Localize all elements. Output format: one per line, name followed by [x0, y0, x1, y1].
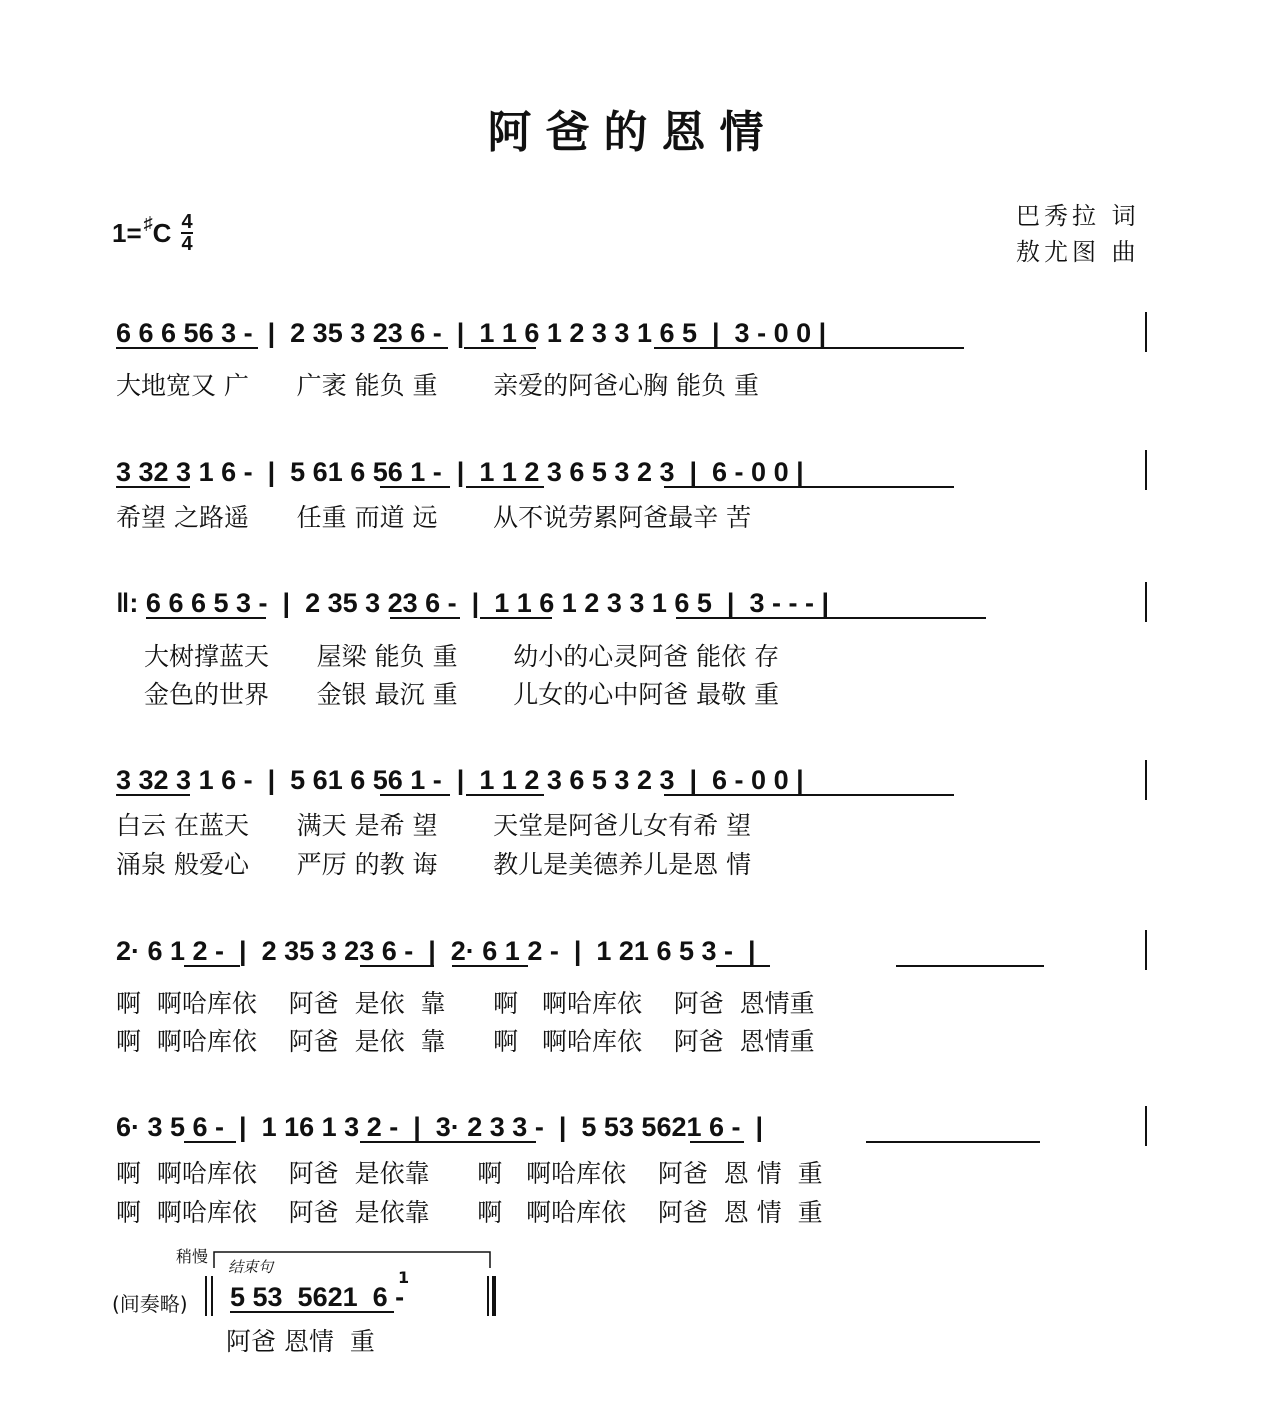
tempo-mark: 稍慢 [176, 1247, 209, 1266]
lyrics-line-5a: 啊 啊哈库依 阿爸 是依 靠 啊 啊哈库依 阿爸 恩情重 [116, 989, 815, 1018]
notes-line-6: 6· 3 5 6 - | 1 16 1 3 2 - | 3· 2 3 3 - | 5 53 5621 6 - | [116, 1112, 764, 1142]
lyrics-line-5b: 啊 啊哈库依 阿爸 是依 靠 啊 啊哈库依 阿爸 恩情重 [116, 1027, 815, 1056]
coda-notes: 5 53 5621 6 - [230, 1282, 405, 1312]
interlude-note: (间奏略) [112, 1292, 188, 1316]
notes-line-2: 3 32 3 1 6 - | 5 61 6 56 1 - | 1 1 2 3 6 5 3 2 3 | 6 - 0 0 | [116, 457, 804, 487]
lyricist-credit: 巴秀拉 词 [1016, 202, 1140, 230]
notes-line-3: ‖: 6 6 6 5 3 - | 2 35 3 23 6 - | 1 1 6 1 2 3 3 1 6 5 | 3 - - - | [116, 588, 830, 618]
time-top: 4 [181, 211, 193, 233]
notes-line-4: 3 32 3 1 6 - | 5 61 6 56 1 - | 1 1 2 3 6 5 3 2 3 | 6 - 0 0 | [116, 765, 804, 795]
barlines [206, 312, 1146, 1316]
lyrics-line-2: 希望 之路遥 任重 而道 远 从不说劳累阿爸最辛 苦 [116, 503, 752, 532]
lyrics-line-4b: 涌泉 般爱心 严厉 的教 诲 教儿是美德养儿是恩 情 [116, 850, 752, 879]
composer-credit: 敖尤图 曲 [1016, 238, 1140, 266]
sharp-sign: ♯ [143, 212, 153, 233]
ending-bracket [214, 1252, 490, 1268]
notes-line-5: 2· 6 1 2 - | 2 35 3 23 6 - | 2· 6 1 2 - | 1 21 6 5 3 - | [116, 936, 756, 966]
key-note: C [152, 217, 172, 248]
time-bottom: 4 [181, 233, 193, 255]
lyrics-line-1: 大地宽又 广 广袤 能负 重 亲爱的阿爸心胸 能负 重 [116, 371, 760, 400]
lyrics-line-6b: 啊 啊哈库依 阿爸 是依靠 啊 啊哈库依 阿爸 恩 情 重 [116, 1198, 823, 1227]
beam-lines [116, 348, 1044, 1312]
lyrics-line-3a: 大树撑蓝天 屋梁 能负 重 幼小的心灵阿爸 能依 存 [144, 642, 780, 671]
lyrics-line-4a: 白云 在蓝天 满天 是希 望 天堂是阿爸儿女有希 望 [116, 811, 752, 840]
notes-line-1: 6 6 6 56 3 - | 2 35 3 23 6 - | 1 1 6 1 2 3 3 1 6 5 | 3 - 0 0 | [116, 318, 827, 348]
ending-label: 结束句 [228, 1258, 274, 1276]
key-prefix: 1= [112, 217, 142, 248]
lyrics-line-3b: 金色的世界 金银 最沉 重 儿女的心中阿爸 最敬 重 [144, 680, 780, 709]
song-title: 阿爸的恩情 [487, 107, 778, 158]
grace-note: 1 [398, 1268, 410, 1287]
lyrics-line-6a: 啊 啊哈库依 阿爸 是依靠 啊 啊哈库依 阿爸 恩 情 重 [116, 1159, 823, 1188]
coda-lyrics: 阿爸 恩情 重 [226, 1327, 375, 1356]
